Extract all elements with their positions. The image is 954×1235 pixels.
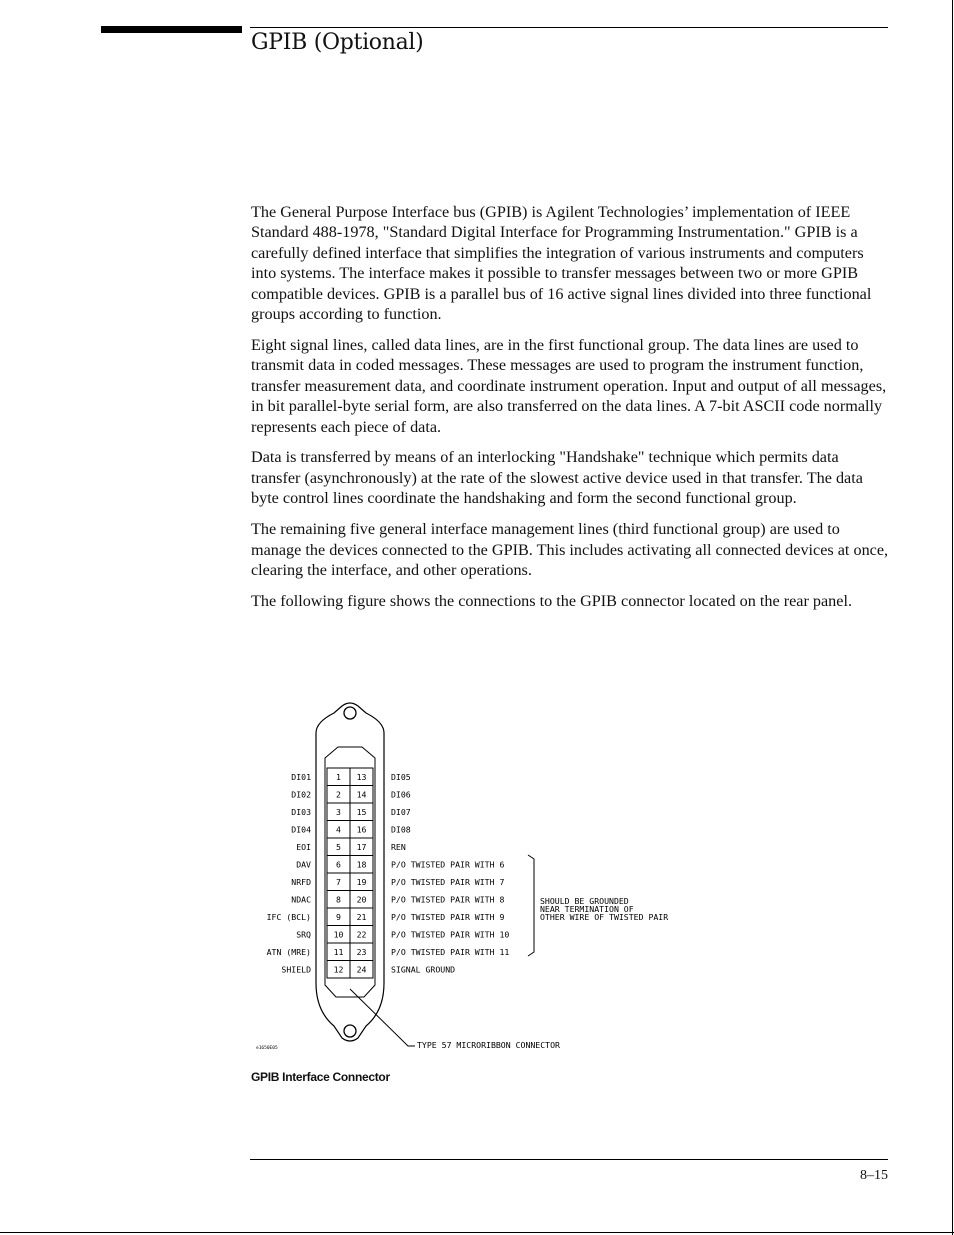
pin-number-left: 4 xyxy=(336,824,341,835)
twisted-pair-bracket xyxy=(528,855,534,956)
signal-label-left: DI01 xyxy=(291,771,311,782)
pin-number-right: 24 xyxy=(356,964,367,975)
signal-label-right: P/O TWISTED PAIR WITH 8 xyxy=(391,894,505,905)
signal-label-left: DI02 xyxy=(291,789,311,800)
pin-number-left: 9 xyxy=(336,911,341,922)
signal-label-left: SHIELD xyxy=(281,964,311,975)
signal-label-left: SRQ xyxy=(296,929,311,940)
paragraph-management-lines: The remaining five general interface management lines (third functional group) are used to manage the devices connected to the GPIB. This includes activating all connected devices at once, clearing the interface, and other operations. xyxy=(251,520,889,579)
pin-number-right: 15 xyxy=(356,806,367,817)
signal-label-left: DI03 xyxy=(291,806,311,817)
signal-label-left: EOI xyxy=(296,841,311,852)
signal-label-left: NRFD xyxy=(291,876,311,887)
paragraph-data-lines: Eight signal lines, called data lines, are in the first functional group. The data lines are used to transmit data in coded messages. These messages are used to program the instrument function, transfer measurement data, and coordinate instrument operation. Input and output of all messages, in bit parallel-byte serial form, are also transferred on the data lines. A 7-bit ASCII code normally represents each piece of data. xyxy=(251,335,887,436)
paragraph-handshake: Data is transferred by means of an interlocking "Handshake" technique which permits data transfer (asynchronously) at the rate of the slowest active device used in that transfer. The data byte control lines coordinate the handshaking and form the second functional group. xyxy=(251,448,863,508)
figure-caption: GPIB Interface Connector xyxy=(251,1070,390,1084)
signal-label-right: DI05 xyxy=(391,771,411,782)
signal-label-left: IFC (BCL) xyxy=(266,911,311,922)
pin-number-right: 22 xyxy=(356,929,367,940)
pin-number-right: 13 xyxy=(356,771,367,782)
pin-number-left: 1 xyxy=(336,771,341,782)
signal-label-right: P/O TWISTED PAIR WITH 7 xyxy=(391,876,505,887)
page-edge-right xyxy=(952,0,953,1235)
signal-label-right: REN xyxy=(391,841,406,852)
pin-number-left: 7 xyxy=(336,876,341,887)
bracket-note-line-2: NEAR TERMINATION OF xyxy=(540,904,634,914)
pin-number-right: 18 xyxy=(356,859,367,870)
pin-number-left: 2 xyxy=(336,789,341,800)
mounting-hole-top xyxy=(344,707,356,719)
signal-label-left: DI04 xyxy=(291,824,311,835)
pin-number-right: 19 xyxy=(356,876,367,887)
pin-number-right: 17 xyxy=(356,841,367,852)
pin-number-left: 12 xyxy=(333,964,344,975)
pin-number-left: 8 xyxy=(336,894,341,905)
figure-code: e1650E05 xyxy=(256,1046,278,1051)
connector-type-label: TYPE 57 MICRORIBBON CONNECTOR xyxy=(417,1040,560,1050)
bracket-note-line-1: SHOULD BE GROUNDED xyxy=(540,896,629,906)
gpib-connector-figure xyxy=(250,700,710,1060)
signal-label-right: P/O TWISTED PAIR WITH 10 xyxy=(391,929,510,940)
header-rule xyxy=(250,27,888,28)
pin-number-right: 20 xyxy=(356,894,367,905)
signal-label-left: DAV xyxy=(296,859,311,870)
header-accent-bar xyxy=(101,26,242,33)
body-text xyxy=(251,202,891,622)
signal-label-right: DI06 xyxy=(391,789,411,800)
signal-label-right: P/O TWISTED PAIR WITH 9 xyxy=(391,911,505,922)
footer-rule xyxy=(250,1159,888,1160)
section-title: GPIB (Optional) xyxy=(251,30,424,55)
mounting-hole-bottom xyxy=(344,1025,356,1037)
paragraph-gpib-intro: The General Purpose Interface bus (GPIB) is Agilent Technologies’ implementation of IEEE Standard 488-1978, "Standard Digital Interface for Programming Instrumentation." GPIB is a carefully defined interface that simplifies the integration of various instruments and computers into systems. The interface makes it possible to transfer messages between two or more GPIB compatible devices. GPIB is a parallel bus of 16 active signal lines divided into three functional groups according to function. xyxy=(251,203,872,324)
pin-number-left: 5 xyxy=(336,841,341,852)
signal-label-right: P/O TWISTED PAIR WITH 6 xyxy=(391,859,505,870)
pin-number-right: 21 xyxy=(356,911,367,922)
signal-label-right: DI08 xyxy=(391,824,411,835)
pin-number-left: 10 xyxy=(333,929,344,940)
signal-label-right: P/O TWISTED PAIR WITH 11 xyxy=(391,946,510,957)
paragraph-figure-intro: The following figure shows the connections to the GPIB connector located on the rear panel. xyxy=(251,591,853,610)
pin-number-left: 6 xyxy=(336,859,341,870)
pin-number-left: 11 xyxy=(333,946,344,957)
pin-number-right: 16 xyxy=(356,824,367,835)
pin-number-right: 14 xyxy=(356,789,367,800)
signal-label-left: NDAC xyxy=(291,894,311,905)
bracket-note-line-3: OTHER WIRE OF TWISTED PAIR xyxy=(540,912,669,922)
signal-label-right: SIGNAL GROUND xyxy=(391,964,456,975)
signal-label-right: DI07 xyxy=(391,806,411,817)
page-edge-bottom xyxy=(0,1232,954,1233)
signal-label-left: ATN (MRE) xyxy=(266,946,311,957)
pin-number-right: 23 xyxy=(356,946,367,957)
pin-number-left: 3 xyxy=(336,806,341,817)
page-number: 8–15 xyxy=(860,1168,888,1183)
